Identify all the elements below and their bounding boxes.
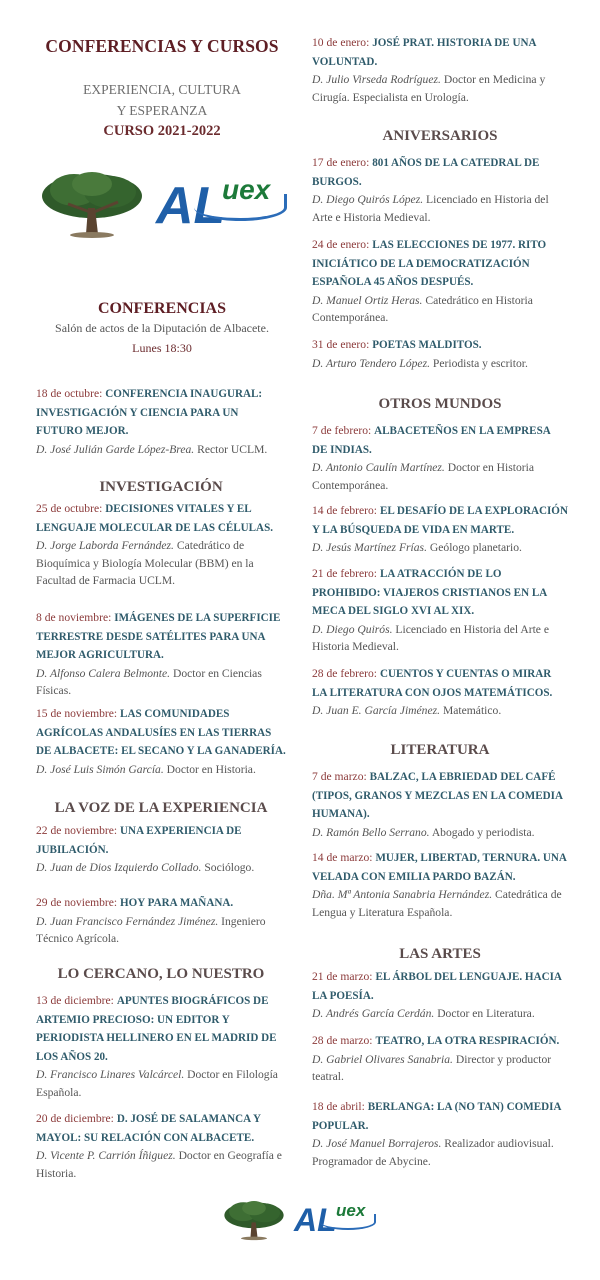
talk-speaker-role: Doctor en Medicina y Cirugía. Especialista en Urología. (312, 73, 546, 104)
talk-speaker: D. Vicente P. Carrión Íñiguez. (36, 1149, 176, 1162)
talk-speaker-role: Rector UCLM. (197, 442, 268, 456)
talk-entry-opening (36, 385, 286, 458)
talk-date: 7 de febrero: (312, 424, 372, 437)
section-heading: LO CERCANO, LO NUESTRO (57, 966, 265, 982)
talk-title: TEATRO, LA OTRA RESPIRACIÓN. (375, 1035, 560, 1047)
subtitle-line-2: Y ESPERANZA (116, 103, 208, 118)
section-heading: LAS ARTES (399, 946, 481, 962)
talk-entry (312, 665, 568, 720)
section-heading: ANIVERSARIOS (382, 128, 498, 144)
talk-date: 18 de octubre: (36, 387, 103, 400)
talk-entry (312, 768, 568, 841)
talk-speaker: D. José Luis Simón García. (36, 762, 164, 776)
talk-speaker: D. Antonio Caulín Martínez. (312, 461, 445, 474)
page-title: CONFERENCIAS Y CURSOS (45, 36, 279, 56)
talk-speaker-role: Matemático. (442, 704, 502, 717)
talk-entry (312, 422, 568, 494)
talk-title: UNA EXPERIENCIA DE JUBILACIÓN. (36, 825, 242, 856)
talk-speaker: D. Diego Quirós López. (312, 193, 424, 206)
talk-speaker: D. Diego Quirós. (312, 622, 393, 636)
talk-speaker-role: Doctor en Filología Española. (36, 1068, 278, 1099)
talk-date: 8 de noviembre: (36, 611, 112, 624)
talk-speaker-role: Catedrático de Bioquímica y Biología Molecular (BBM) en la Facultad de Farmacia UCLM. (36, 539, 254, 587)
talk-entry (312, 1098, 568, 1170)
aluex-logo (38, 168, 290, 240)
talk-speaker: Dña. Mª Antonia Sanabria Hernández. (312, 888, 493, 901)
talk-title: DECISIONES VITALES Y EL LENGUAJE MOLECULAR DE LAS CÉLULAS. (36, 503, 274, 534)
talk-date: 14 de febrero: (312, 504, 378, 517)
talk-title: IMÁGENES DE LA SUPERFICIE TERRESTRE DESDE SATÉLITES PARA UNA MEJOR AGRICULTURA. (36, 612, 281, 661)
talk-date: 20 de diciembre: (36, 1112, 114, 1125)
talk-speaker: D. Julio Virseda Rodríguez. (312, 73, 441, 86)
talk-date: 28 de marzo: (312, 1034, 373, 1047)
talk-speaker: D. Jesús Martínez Frías. (312, 541, 427, 554)
logo-uex-text: uex (336, 1201, 366, 1220)
talk-date: 13 de diciembre: (36, 994, 114, 1007)
talk-speaker-role: Doctor en Historia. (166, 762, 256, 776)
talk-title: D. JOSÉ DE SALAMANCA Y MAYOL: SU RELACIÓN CON ALBACETE. (36, 1113, 261, 1144)
talk-speaker-role: Geólogo planetario. (429, 541, 522, 554)
talk-entry (312, 502, 568, 557)
talk-speaker: D. Arturo Tendero López. (312, 356, 430, 370)
talk-speaker: D. Andrés García Cerdán. (312, 1007, 435, 1020)
talk-entry (312, 1032, 568, 1086)
talk-title: EL ÁRBOL DEL LENGUAJE. HACIA LA POESÍA. (312, 971, 562, 1002)
talk-speaker-role: Licenciado en Historia del Arte e Historia Medieval. (312, 622, 549, 653)
logo-al-text: AL (156, 177, 226, 235)
talk-speaker-role: Director y productor teatral. (312, 1052, 552, 1083)
section-heading: LA VOZ DE LA EXPERIENCIA (54, 800, 268, 816)
conferences-heading: CONFERENCIAS (97, 300, 226, 317)
talk-title: JOSÉ PRAT. HISTORIA DE UNA VOLUNTAD. (312, 37, 536, 68)
talk-speaker: D. Juan de Dios Izquierdo Collado. (36, 861, 202, 874)
talk-title: EL DESAFÍO DE LA EXPLORACIÓN Y LA BÚSQUEDA DE VIDA EN MARTE. (312, 505, 568, 536)
talk-speaker: D. Gabriel Olivares Sanabria. (312, 1052, 453, 1066)
talk-date: 25 de octubre: (36, 502, 103, 515)
talk-speaker: D. Juan Francisco Fernández Jiménez. (36, 914, 219, 928)
section-heading: INVESTIGACIÓN (99, 479, 223, 495)
talk-speaker-role: Doctor en Historia Contemporánea. (312, 461, 534, 492)
talk-entry (36, 822, 286, 877)
course-year: CURSO 2021-2022 (103, 123, 221, 139)
talk-date: 15 de noviembre: (36, 707, 118, 720)
talk-date: 29 de noviembre: (36, 896, 118, 909)
talk-date: 31 de enero: (312, 338, 370, 351)
talk-entry (36, 992, 286, 1101)
talk-entry (36, 705, 286, 778)
talk-date: 24 de enero: (312, 238, 370, 251)
talk-entry (36, 500, 286, 590)
logo-al-text: AL (294, 1202, 337, 1238)
talk-title: POETAS MALDITOS. (372, 339, 482, 351)
talk-speaker-role: Doctor en Geografía e Historia. (36, 1149, 282, 1180)
talk-title: APUNTES BIOGRÁFICOS DE ARTEMIO PRECIOSO: UN EDITOR Y PERIODISTA HELLINERO EN EL MADRID DE LOS AÑOS 20. (36, 995, 277, 1063)
talk-entry (36, 609, 286, 700)
talk-entry (312, 236, 568, 327)
tree-icon (38, 168, 146, 240)
talk-speaker-role: Catedrático en Historia Contemporánea. (312, 293, 533, 324)
talk-speaker-role: Realizador audiovisual. Programador de Abycine. (312, 1137, 554, 1168)
talk-speaker: D. Ramón Bello Serrano. (312, 825, 430, 839)
talk-title: BERLANGA: LA (NO TAN) COMEDIA POPULAR. (312, 1101, 561, 1132)
talk-entry (312, 336, 568, 372)
talk-entry (36, 1110, 286, 1182)
talk-title: BALZAC, LA EBRIEDAD DEL CAFÉ (TIPOS, GRANOS Y MEZCLAS EN LA COMEDIA HUMANA). (312, 771, 563, 820)
aluex-logo-footer (222, 1198, 378, 1242)
talk-entry (312, 849, 568, 921)
talk-title: CUENTOS Y CUENTAS O MIRAR LA LITERATURA CON OJOS MATEMÁTICOS. (312, 668, 553, 699)
talk-speaker: D. José Manuel Borrajeros. (312, 1137, 442, 1150)
section-heading: OTROS MUNDOS (378, 396, 502, 412)
talk-speaker: D. Jorge Laborda Fernández. (36, 539, 174, 552)
talk-title: MUJER, LIBERTAD, TERNURA. UNA VELADA CON EMILIA PARDO BAZÁN. (312, 852, 567, 883)
talk-date: 28 de febrero: (312, 667, 378, 680)
talk-speaker: D. Juan E. García Jiménez. (312, 704, 441, 717)
talk-speaker-role: Periodista y escritor. (432, 356, 528, 370)
talk-title: ALBACETEÑOS EN LA EMPRESA DE INDIAS. (312, 425, 551, 456)
talk-speaker-role: Catedrática de Lengua y Literatura Española. (312, 888, 562, 919)
conferences-place: Salón de actos de la Diputación de Albacete. (55, 321, 269, 335)
talk-title: HOY PARA MAÑANA. (120, 897, 234, 909)
subtitle-line-1: EXPERIENCIA, CULTURA (83, 82, 241, 97)
talk-date: 7 de marzo: (312, 770, 367, 783)
section-heading: LITERATURA (390, 742, 490, 758)
talk-speaker-role: Abogado y periodista. (431, 825, 535, 839)
talk-date: 21 de febrero: (312, 567, 378, 580)
talk-entry (36, 894, 286, 948)
talk-entry (312, 565, 568, 656)
talk-title: CONFERENCIA INAUGURAL: INVESTIGACIÓN Y CIENCIA PARA UN FUTURO MEJOR. (36, 388, 263, 437)
talk-speaker-role: Doctor en Literatura. (437, 1007, 535, 1020)
conferences-time: Lunes 18:30 (132, 341, 192, 355)
talk-speaker-role: Licenciado en Historia del Arte e Historia Medieval. (312, 193, 549, 224)
tree-icon (222, 1198, 286, 1242)
talk-title: LA ATRACCIÓN DE LO PROHIBIDO: VIAJEROS CRISTIANOS EN LA MECA DEL SIGLO XVI AL XIX. (312, 568, 547, 617)
logo-swoosh-icon (320, 1214, 376, 1230)
talk-speaker: D. Francisco Linares Valcárcel. (36, 1068, 185, 1081)
talk-speaker: D. Alfonso Calera Belmonte. (36, 666, 171, 680)
talk-date: 10 de enero: (312, 36, 370, 49)
talk-speaker-role: Doctor en Ciencias Físicas. (36, 666, 262, 697)
logo-uex-text: uex (222, 174, 271, 205)
talk-speaker-role: Sociólogo. (204, 861, 255, 874)
talk-date: 22 de noviembre: (36, 824, 118, 837)
talk-title: LAS ELECCIONES DE 1977. RITO INICIÁTICO DE LA DEMOCRATIZACIÓN ESPAÑOLA 45 AÑOS DESPUÉS. (312, 239, 547, 288)
talk-date: 17 de enero: (312, 156, 370, 169)
talk-speaker: D. Manuel Ortiz Heras. (312, 293, 423, 307)
talk-date: 21 de marzo: (312, 970, 373, 983)
talk-entry (312, 968, 568, 1023)
talk-entry (312, 154, 568, 226)
logo-swoosh-icon (194, 194, 287, 221)
talk-speaker: D. José Julián Garde López-Brea. (36, 442, 195, 456)
talk-speaker-role: Ingeniero Técnico Agrícola. (36, 914, 266, 945)
talk-date: 14 de marzo: (312, 851, 373, 864)
talk-entry (312, 34, 568, 106)
talk-title: LAS COMUNIDADES AGRÍCOLAS ANDALUSÍES EN LAS TIERRAS DE ALBACETE: EL SECANO Y LA GANADERÍA. (36, 708, 286, 757)
talk-title: 801 AÑOS DE LA CATEDRAL DE BURGOS. (312, 157, 540, 188)
talk-date: 18 de abril: (312, 1100, 365, 1113)
